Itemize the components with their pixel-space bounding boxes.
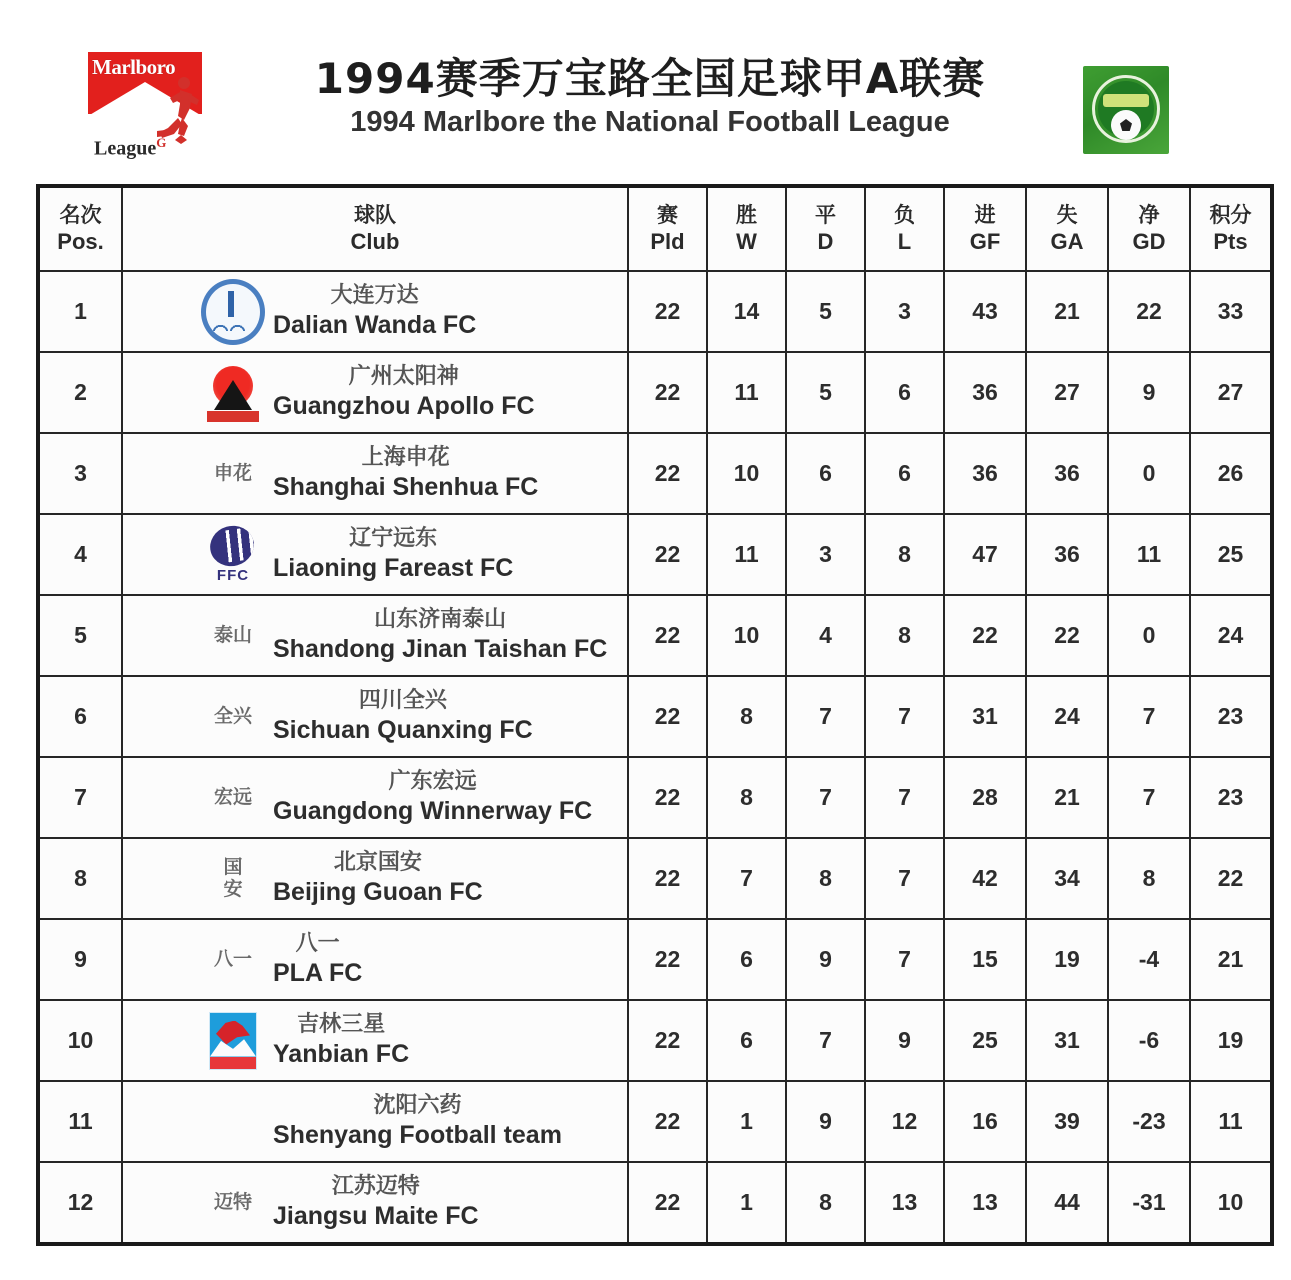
table-row	[38, 676, 1272, 757]
club-crest	[201, 767, 265, 829]
table-row	[38, 595, 1272, 676]
cell-pld: 22	[628, 1081, 707, 1162]
cell-gd: 7	[1108, 676, 1190, 757]
column-header-l-cn: 负	[894, 203, 915, 228]
club-crest	[201, 1172, 265, 1234]
marlboro-wordmark: Marlboro	[92, 55, 176, 79]
cell-pld: 22	[628, 514, 707, 595]
cell-gf: 15	[944, 919, 1026, 1000]
club-names	[273, 932, 362, 987]
cell-d: 6	[786, 433, 865, 514]
table-body	[38, 271, 1272, 1244]
cell-gf: 36	[944, 433, 1026, 514]
cell-l: 7	[865, 919, 944, 1000]
cell-club	[122, 919, 628, 1000]
cell-gd: 0	[1108, 595, 1190, 676]
cell-gf: 42	[944, 838, 1026, 919]
cell-d: 9	[786, 919, 865, 1000]
standings-table	[36, 184, 1274, 1246]
column-header-w-cn: 胜	[736, 203, 757, 228]
guangdong-winnerway-crest: 宏远	[213, 785, 252, 808]
cell-l: 8	[865, 595, 944, 676]
cfa-green-band	[1103, 94, 1149, 107]
club-name-english: Guangdong Winnerway FC	[273, 796, 593, 825]
cell-club	[122, 1162, 628, 1244]
column-header-gf	[944, 186, 1026, 271]
yanbian-crest	[209, 1012, 257, 1070]
club-name-english: Liaoning Fareast FC	[273, 553, 514, 582]
cell-l: 13	[865, 1162, 944, 1244]
beijing-guoan-crest: 国 安	[223, 856, 243, 900]
club-name-chinese: 吉林三星	[297, 1012, 386, 1038]
dalian-wanda-crest	[201, 279, 265, 345]
cell-gf: 28	[944, 757, 1026, 838]
cell-gf: 47	[944, 514, 1026, 595]
column-header-pld-cn: 赛	[657, 203, 678, 228]
cell-d: 5	[786, 271, 865, 352]
club-crest	[201, 281, 265, 343]
club-crest	[201, 1091, 265, 1153]
cell-pld: 22	[628, 433, 707, 514]
cell-ga: 21	[1026, 271, 1108, 352]
club-names	[273, 608, 607, 663]
cell-pld: 22	[628, 352, 707, 433]
cell-ga: 44	[1026, 1162, 1108, 1244]
club-crest	[201, 605, 265, 667]
cell-pts: 25	[1190, 514, 1272, 595]
table-row	[38, 1000, 1272, 1081]
cell-d: 8	[786, 838, 865, 919]
liaoning-fareast-crest	[203, 526, 263, 584]
cell-gf: 36	[944, 352, 1026, 433]
club-crest	[201, 524, 265, 586]
crest-text-strip	[210, 1057, 256, 1069]
cell-club	[122, 352, 628, 433]
column-header-d-en: D	[817, 228, 834, 254]
club-inner	[123, 434, 627, 513]
column-header-club-en: Club	[350, 228, 400, 254]
marlboro-league-logo	[88, 52, 202, 162]
cell-club	[122, 676, 628, 757]
cell-pld: 22	[628, 919, 707, 1000]
column-header-gd	[1108, 186, 1190, 271]
cell-club	[122, 514, 628, 595]
column-header-d-cn: 平	[815, 203, 836, 228]
marlboro-league-g-mark: G	[156, 135, 167, 151]
club-inner	[123, 1082, 627, 1161]
column-header-pld-en: Pld	[650, 228, 685, 254]
cell-pts: 27	[1190, 352, 1272, 433]
column-header-pos-en: Pos.	[57, 228, 104, 254]
cell-ga: 22	[1026, 595, 1108, 676]
cell-d: 5	[786, 352, 865, 433]
cell-w: 8	[707, 676, 786, 757]
cell-w: 1	[707, 1162, 786, 1244]
shandong-taishan-crest: 泰山	[213, 623, 252, 646]
cell-gf: 16	[944, 1081, 1026, 1162]
cell-gd: -31	[1108, 1162, 1190, 1244]
club-inner	[123, 272, 627, 351]
cell-w: 8	[707, 757, 786, 838]
club-names	[273, 770, 592, 825]
cell-ga: 39	[1026, 1081, 1108, 1162]
column-header-ga	[1026, 186, 1108, 271]
cell-l: 3	[865, 271, 944, 352]
club-name-english: Sichuan Quanxing FC	[273, 715, 533, 744]
jiangsu-maite-crest: 迈特	[213, 1190, 252, 1213]
cell-pld: 22	[628, 757, 707, 838]
cell-d: 7	[786, 1000, 865, 1081]
cell-gd: 7	[1108, 757, 1190, 838]
cell-l: 9	[865, 1000, 944, 1081]
club-name-chinese: 广州太阳神	[348, 364, 459, 390]
cell-d: 4	[786, 595, 865, 676]
cell-pld: 22	[628, 595, 707, 676]
club-names	[273, 851, 483, 906]
club-crest	[201, 1010, 265, 1072]
column-header-gf-cn: 进	[974, 203, 996, 228]
club-names	[273, 1094, 562, 1149]
cell-position: 10	[38, 1000, 122, 1081]
column-header-w-en: W	[736, 228, 757, 254]
column-header-club	[122, 186, 628, 271]
cell-pts: 24	[1190, 595, 1272, 676]
column-header-l-en: L	[897, 228, 912, 254]
cell-pts: 23	[1190, 757, 1272, 838]
table-row	[38, 514, 1272, 595]
club-names	[273, 284, 476, 339]
standings-table-container	[36, 184, 1256, 1246]
shanghai-shenhua-crest: 申花	[213, 461, 252, 484]
club-names	[273, 365, 535, 420]
cell-pts: 33	[1190, 271, 1272, 352]
cell-position: 4	[38, 514, 122, 595]
club-name-english: Shanghai Shenhua FC	[273, 472, 539, 501]
cell-d: 7	[786, 676, 865, 757]
club-names	[273, 1175, 479, 1230]
table-row	[38, 757, 1272, 838]
title-block	[270, 56, 1030, 140]
page-title-chinese: 1994赛季万宝路全国足球甲A联赛	[314, 54, 986, 103]
cell-w: 10	[707, 433, 786, 514]
club-names	[273, 689, 533, 744]
cell-gf: 43	[944, 271, 1026, 352]
club-name-english: Jiangsu Maite FC	[273, 1201, 479, 1230]
club-name-english: PLA FC	[273, 958, 363, 987]
cell-l: 7	[865, 757, 944, 838]
column-header-l	[865, 186, 944, 271]
cell-gd: 8	[1108, 838, 1190, 919]
cell-gf: 13	[944, 1162, 1026, 1244]
pla-bayi-crest: 八一	[213, 947, 252, 970]
cell-l: 7	[865, 676, 944, 757]
cell-position: 12	[38, 1162, 122, 1244]
club-crest	[201, 686, 265, 748]
page-title-english: 1994 Marlbore the National Football League	[350, 106, 950, 139]
cell-gd: -6	[1108, 1000, 1190, 1081]
cell-club	[122, 757, 628, 838]
globe-shape	[205, 520, 258, 571]
cell-w: 10	[707, 595, 786, 676]
cell-pts: 19	[1190, 1000, 1272, 1081]
cell-ga: 36	[1026, 514, 1108, 595]
column-header-ga-en: GA	[1050, 228, 1084, 254]
table-row	[38, 1162, 1272, 1244]
cell-position: 2	[38, 352, 122, 433]
mountain-shape	[214, 380, 252, 410]
cell-gf: 25	[944, 1000, 1026, 1081]
cell-club	[122, 1000, 628, 1081]
cell-w: 6	[707, 919, 786, 1000]
cell-club	[122, 1081, 628, 1162]
cell-club	[122, 271, 628, 352]
cell-ga: 19	[1026, 919, 1108, 1000]
cell-gf: 22	[944, 595, 1026, 676]
cell-d: 9	[786, 1081, 865, 1162]
club-name-english: Beijing Guoan FC	[273, 877, 483, 906]
club-inner	[123, 839, 627, 918]
club-inner	[123, 677, 627, 756]
club-name-chinese: 沈阳六药	[373, 1093, 462, 1119]
cell-pld: 22	[628, 1000, 707, 1081]
table-row	[38, 838, 1272, 919]
club-inner	[123, 758, 627, 837]
table-row	[38, 433, 1272, 514]
crest-text-strip	[207, 411, 259, 422]
column-header-pos	[38, 186, 122, 271]
cell-position: 8	[38, 838, 122, 919]
guangzhou-apollo-crest	[204, 364, 262, 422]
cell-w: 11	[707, 514, 786, 595]
column-header-pts-cn: 积分	[1209, 203, 1252, 228]
marlboro-league-wordmark: League$^G$	[94, 135, 167, 160]
club-name-chinese: 四川全兴	[358, 688, 447, 714]
cell-club	[122, 433, 628, 514]
football-icon	[1111, 110, 1141, 140]
table-row	[38, 1081, 1272, 1162]
cell-pts: 11	[1190, 1081, 1272, 1162]
cell-l: 7	[865, 838, 944, 919]
club-name-chinese: 上海申花	[361, 445, 450, 471]
cell-club	[122, 595, 628, 676]
club-names	[273, 1013, 409, 1068]
cell-pld: 22	[628, 271, 707, 352]
club-crest	[201, 443, 265, 505]
club-inner	[123, 353, 627, 432]
cell-pld: 22	[628, 838, 707, 919]
club-inner	[123, 1001, 627, 1080]
cell-position: 9	[38, 919, 122, 1000]
column-header-pld	[628, 186, 707, 271]
column-header-gd-en: GD	[1132, 228, 1166, 254]
table-header	[38, 186, 1272, 271]
cell-l: 6	[865, 433, 944, 514]
cell-gd: -4	[1108, 919, 1190, 1000]
cell-ga: 24	[1026, 676, 1108, 757]
club-name-chinese: 八一	[295, 931, 340, 957]
cell-position: 5	[38, 595, 122, 676]
club-inner	[123, 596, 627, 675]
cell-w: 14	[707, 271, 786, 352]
cell-pts: 26	[1190, 433, 1272, 514]
club-inner	[123, 515, 627, 594]
cell-l: 6	[865, 352, 944, 433]
club-name-chinese: 大连万达	[330, 283, 419, 309]
cell-d: 3	[786, 514, 865, 595]
cell-ga: 21	[1026, 757, 1108, 838]
cell-gd: 22	[1108, 271, 1190, 352]
club-crest	[201, 848, 265, 910]
cell-gf: 31	[944, 676, 1026, 757]
cell-d: 7	[786, 757, 865, 838]
club-name-chinese: 辽宁远东	[349, 526, 438, 552]
column-header-gd-cn: 净	[1138, 203, 1160, 228]
header-row	[38, 186, 1272, 271]
cell-pld: 22	[628, 1162, 707, 1244]
club-name-english: Guangzhou Apollo FC	[273, 391, 535, 420]
column-header-pts-en: Pts	[1213, 228, 1248, 254]
cell-w: 1	[707, 1081, 786, 1162]
cell-position: 7	[38, 757, 122, 838]
club-name-english: Shenyang Football team	[273, 1120, 562, 1149]
cell-gd: 9	[1108, 352, 1190, 433]
club-crest	[201, 362, 265, 424]
cell-gd: 0	[1108, 433, 1190, 514]
club-names	[273, 527, 513, 582]
club-name-chinese: 江苏迈特	[331, 1174, 420, 1200]
cell-d: 8	[786, 1162, 865, 1244]
column-header-d	[786, 186, 865, 271]
cell-pld: 22	[628, 676, 707, 757]
club-name-english: Dalian Wanda FC	[273, 310, 477, 339]
cell-l: 12	[865, 1081, 944, 1162]
cell-position: 6	[38, 676, 122, 757]
table-row	[38, 352, 1272, 433]
cell-gd: 11	[1108, 514, 1190, 595]
table-row	[38, 271, 1272, 352]
cell-l: 8	[865, 514, 944, 595]
cell-ga: 27	[1026, 352, 1108, 433]
cell-ga: 34	[1026, 838, 1108, 919]
column-header-gf-en: GF	[969, 228, 1001, 254]
table-row	[38, 919, 1272, 1000]
club-inner	[123, 920, 627, 999]
club-name-chinese: 广东宏远	[388, 769, 477, 795]
club-name-english: Shandong Jinan Taishan FC	[273, 634, 608, 663]
club-name-chinese: 山东济南泰山	[374, 607, 507, 633]
page-header	[0, 0, 1291, 160]
cfa-emblem-icon	[1083, 66, 1169, 154]
column-header-w	[707, 186, 786, 271]
club-names	[273, 446, 538, 501]
cell-position: 11	[38, 1081, 122, 1162]
cell-w: 6	[707, 1000, 786, 1081]
cell-ga: 36	[1026, 433, 1108, 514]
column-header-pts	[1190, 186, 1272, 271]
cell-w: 11	[707, 352, 786, 433]
ffc-wordmark: FFC	[216, 566, 250, 584]
club-name-english: Yanbian FC	[273, 1039, 410, 1068]
club-crest	[201, 929, 265, 991]
cell-pts: 21	[1190, 919, 1272, 1000]
column-header-ga-cn: 失	[1056, 203, 1078, 228]
column-header-pos-cn: 名次	[59, 203, 102, 228]
cell-pts: 10	[1190, 1162, 1272, 1244]
club-name-chinese: 北京国安	[333, 850, 422, 876]
cell-w: 7	[707, 838, 786, 919]
cell-club	[122, 838, 628, 919]
club-inner	[123, 1163, 627, 1242]
cell-position: 3	[38, 433, 122, 514]
column-header-club-cn: 球队	[354, 203, 396, 228]
cell-ga: 31	[1026, 1000, 1108, 1081]
cell-gd: -23	[1108, 1081, 1190, 1162]
cell-pts: 23	[1190, 676, 1272, 757]
cell-pts: 22	[1190, 838, 1272, 919]
cell-position: 1	[38, 271, 122, 352]
sichuan-quanxing-crest: 全兴	[213, 704, 252, 727]
